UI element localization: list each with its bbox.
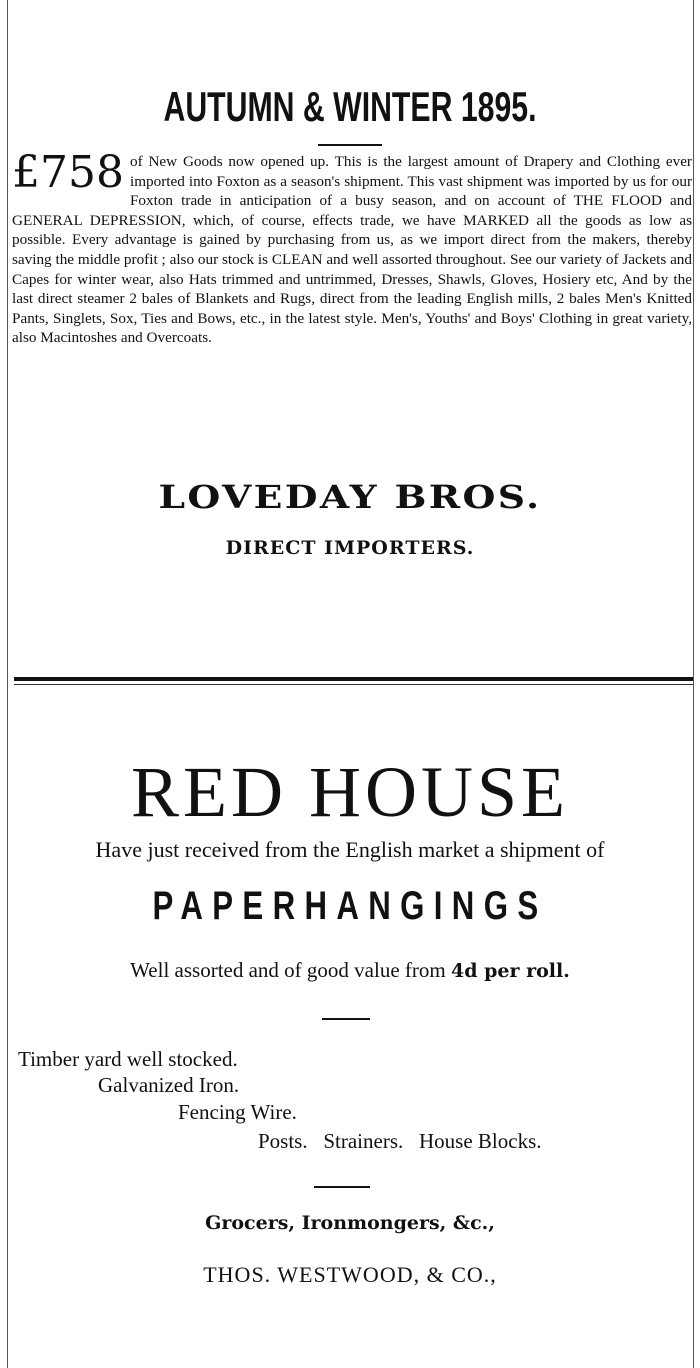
ad1-brand: LOVEDAY BROS. [158, 478, 542, 516]
left-column-rule [7, 0, 8, 1368]
ad2-value-text: Well assorted and of good value from [130, 958, 446, 982]
ad2-trade: Grocers, Ironmongers, &c., [205, 1212, 495, 1234]
ad2-intro: Have just received from the English market a shipment of [95, 837, 605, 862]
ad2-value-price: 4d per roll. [450, 960, 570, 982]
ad1-body [12, 147, 692, 348]
ad1-price: £758 [12, 147, 124, 198]
ad1-body-text: of New Goods now opened up. This is the largest amount of Drapery and Clothing ever imported into Foxton as a season's shipment. This vast shipment was imported by us for our Foxton trade in anticipation of a busy season, and on account of THE FLOOD and GENERAL DEPRESSION, which, of course, effects trade, we have MARKED all the goods as low as possible. Every advantage is gained by purchasing from us, as we import direct from the makers, thereby saving the middle profit ; also our stock is CLEAN and well assorted throughout. See our variety of Jackets and Capes for winter wear, also Hats trimmed and untrimmed, Dresses, Shawls, Gloves, Hosiery etc, And by the last direct steamer 2 bales of Blankets and Rugs, direct from the leading English mills, 2 bales Men's Knitted Pants, Singlets, Sox, Ties and Bows, etc., in the latest style. Men's, Youths' and Boys' Clothing in great variety, also Macintoshes and Overcoats. [12, 153, 692, 347]
ad1-title: AUTUMN & WINTER 1895. [163, 83, 537, 130]
stock-line-1: Timber yard well stocked. [18, 1047, 238, 1071]
ad2-firm: THOS. WESTWOOD, & CO., [203, 1262, 497, 1287]
stock-line-3: Fencing Wire. [178, 1100, 297, 1124]
ad2-title: RED HOUSE [130, 752, 569, 832]
right-column-rule [693, 0, 694, 1368]
ad1-title-rule [318, 144, 382, 146]
stock-line-2: Galvanized Iron. [98, 1073, 240, 1097]
ad2-product: PAPERHANGINGS [152, 884, 548, 928]
section-divider-thin [14, 684, 693, 685]
ad2-rule-1 [322, 1018, 370, 1020]
stock-line-4: Posts. Strainers. House Blocks. [258, 1129, 542, 1153]
section-divider-thick [14, 677, 693, 681]
ad2-value-line [0, 956, 700, 985]
ad2-rule-2 [314, 1186, 370, 1188]
ad1-subtitle: DIRECT IMPORTERS. [225, 537, 475, 559]
